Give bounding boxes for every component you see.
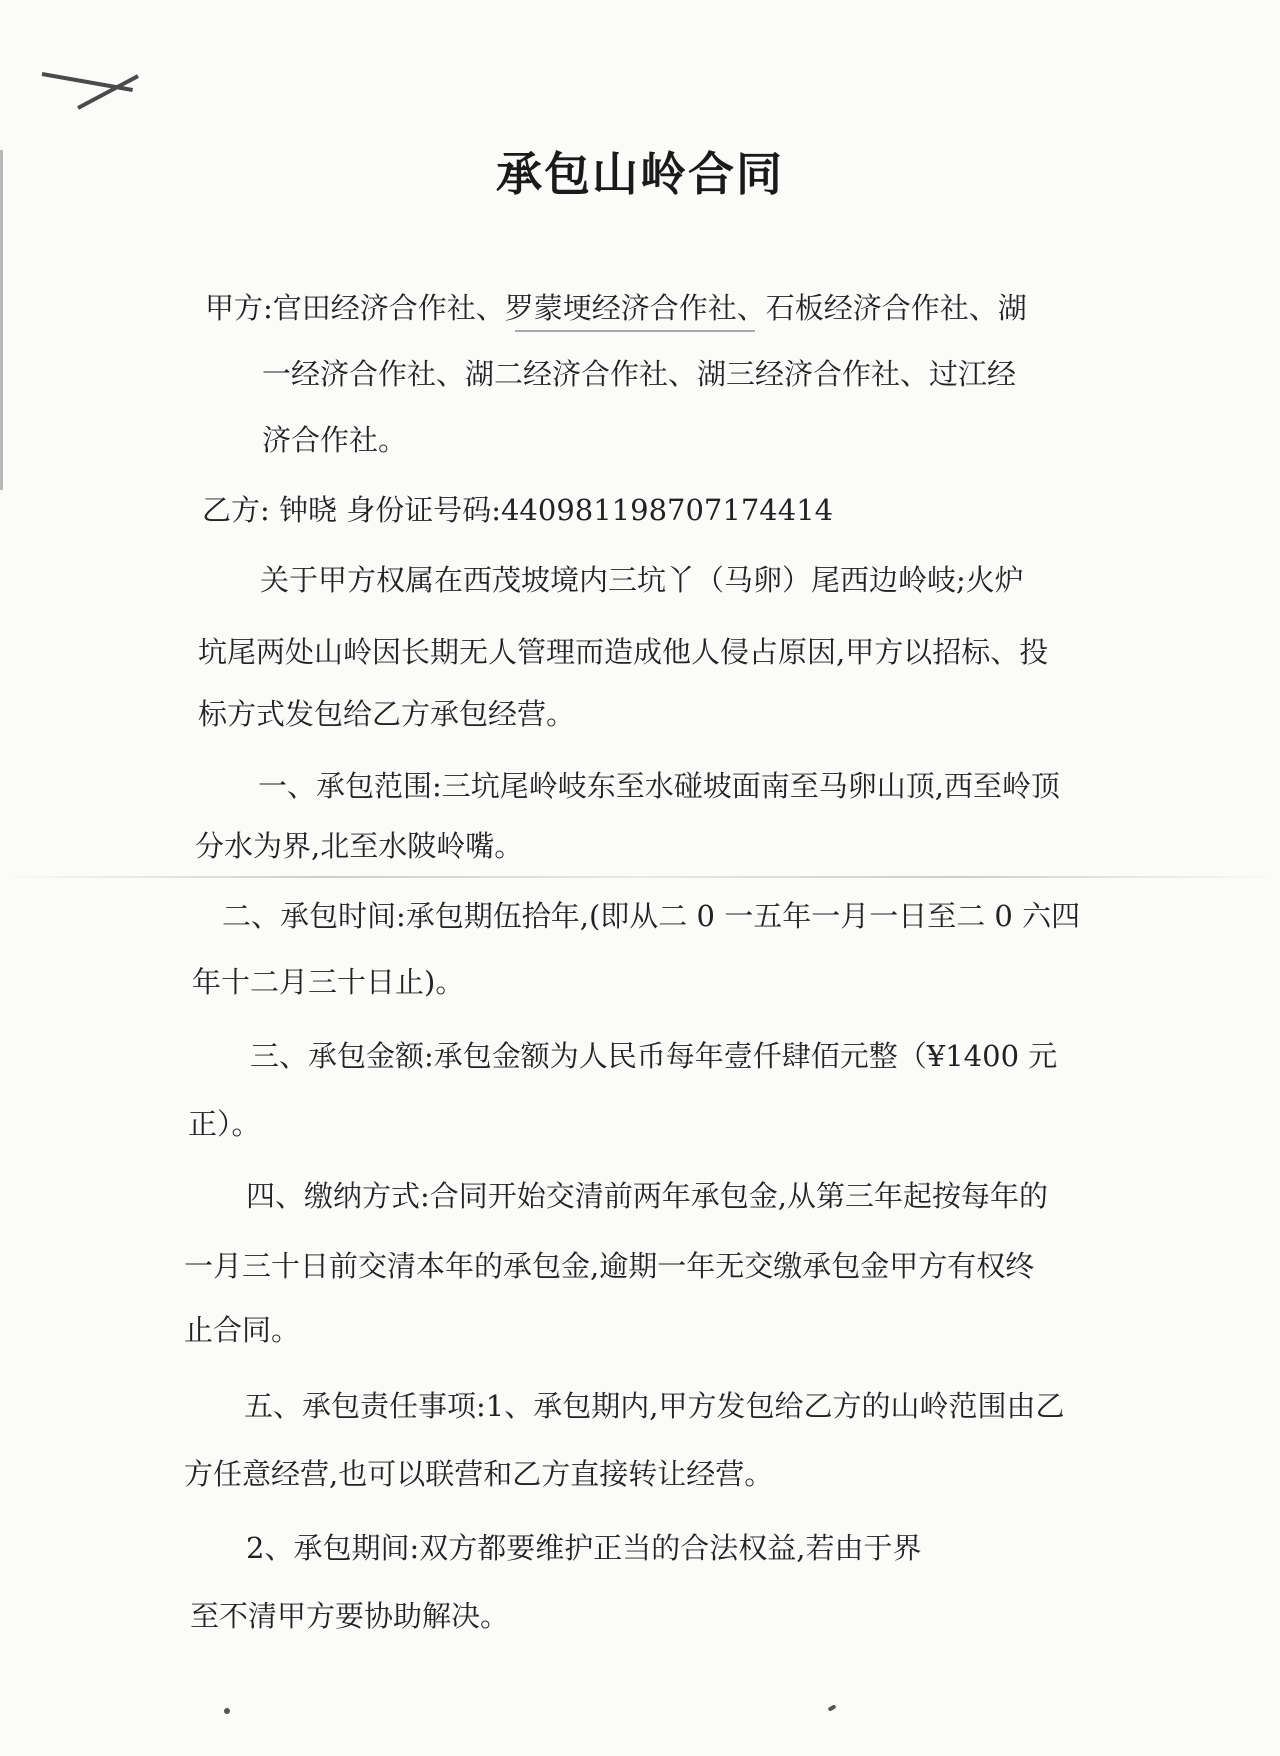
preamble-line-2: 坑尾两处山岭因长期无人管理而造成他人侵占原因,甲方以招标、投: [198, 635, 1049, 669]
clause-1-line-1: 一、承包范围:三坑尾岭岐东至水碰坡面南至马卵山顶,西至岭顶: [258, 769, 1060, 803]
clause-1-line-2: 分水为界,北至水陂岭嘴。: [195, 829, 524, 863]
party-b-line: 乙方: 钟晓 身份证号码:440981198707174414: [202, 493, 834, 527]
clause-5-line-2: 方任意经营,也可以联营和乙方直接转让经营。: [184, 1457, 774, 1491]
party-a-line-1: 甲方:官田经济合作社、罗蒙埂经济合作社、石板经济合作社、湖: [205, 291, 1027, 325]
pen-stroke-mark: [42, 72, 133, 92]
party-a-line-2: 一经济合作社、湖二经济合作社、湖三经济合作社、过江经: [262, 357, 1017, 391]
clause-3-line-2: 正）。: [188, 1107, 261, 1141]
clause-2-line-2: 年十二月三十日止)。: [192, 965, 465, 999]
paper-speck: [224, 1708, 230, 1714]
clause-3-line-1: 三、承包金额:承包金额为人民币每年壹仟肆佰元整（¥1400 元: [250, 1039, 1058, 1073]
clause-4-line-3: 止合同。: [184, 1313, 301, 1347]
preamble-line-1: 关于甲方权属在西茂坡境内三坑丫（马卵）尾西边岭岐;火炉: [260, 563, 1024, 597]
party-a-line-3: 济合作社。: [262, 423, 408, 457]
handwritten-underline: [515, 330, 755, 332]
paper-fold-crease: [0, 876, 1280, 878]
clause-4-line-2: 一月三十日前交清本年的承包金,逾期一年无交缴承包金甲方有权终: [184, 1249, 1035, 1283]
clause-4-line-1: 四、缴纳方式:合同开始交清前两年承包金,从第三年起按每年的: [246, 1179, 1048, 1213]
preamble-line-3: 标方式发包给乙方承包经营。: [198, 697, 576, 731]
paper-speck: [828, 1704, 837, 1711]
clause-5-item-2-line-1: 2、承包期间:双方都要维护正当的合法权益,若由于界: [246, 1531, 922, 1565]
clause-2-line-1: 二、承包时间:承包期伍拾年,(即从二 0 一五年一月一日至二 0 六四: [222, 899, 1081, 933]
clause-5-line-1: 五、承包责任事项:1、承包期内,甲方发包给乙方的山岭范围由乙: [244, 1389, 1065, 1423]
clause-5-item-2-line-2: 至不清甲方要协助解决。: [190, 1599, 510, 1633]
contract-title: 承包山岭合同: [496, 147, 784, 201]
